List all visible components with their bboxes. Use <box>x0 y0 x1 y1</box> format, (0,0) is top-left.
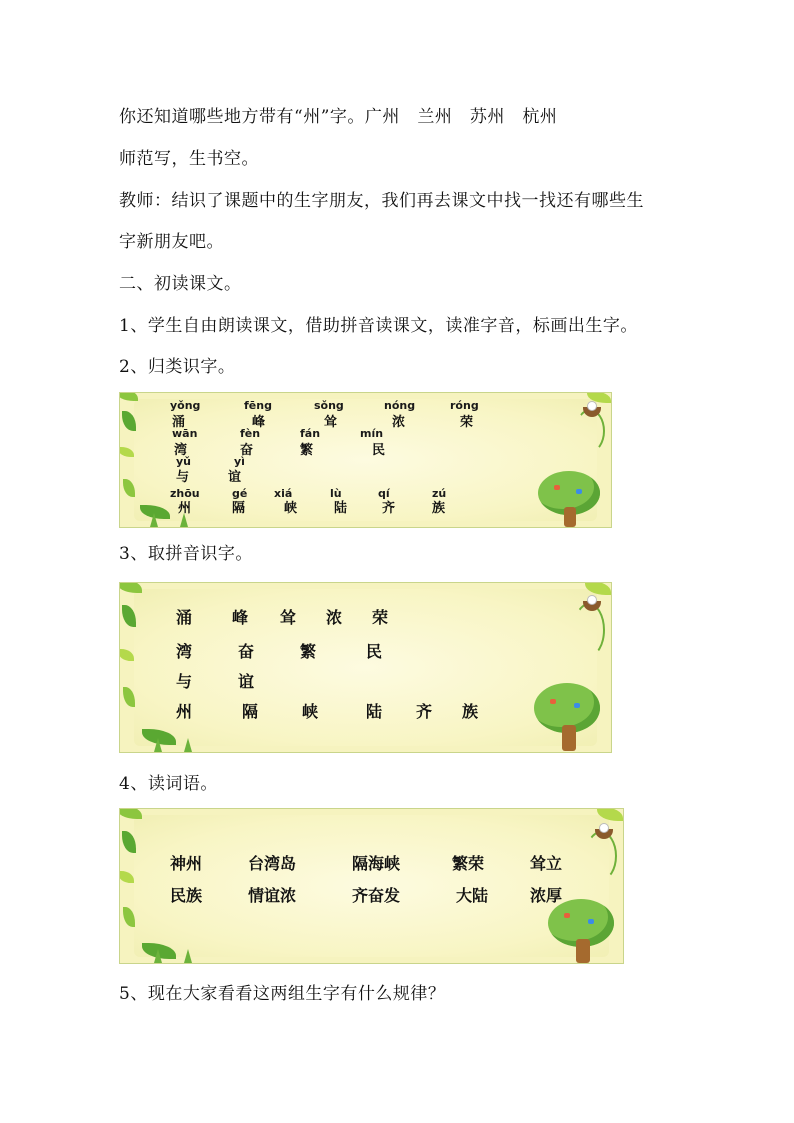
grass-icon <box>154 949 162 963</box>
text-line-teacher-writes: 师范写，生书空。 <box>119 149 259 169</box>
grass-icon <box>150 513 158 527</box>
egg-icon <box>587 401 597 411</box>
pinyin-ge: gé <box>232 487 248 500</box>
char-ge: 隔 <box>232 501 246 516</box>
word-gehaixia: 隔海峡 <box>352 854 401 873</box>
slide-panel <box>134 589 597 746</box>
char-wan: 湾 <box>176 642 193 661</box>
word-taiwandao: 台湾岛 <box>248 854 297 873</box>
char-zu: 族 <box>462 702 479 721</box>
char-min: 民 <box>366 642 383 661</box>
pinyin-fen: fèn <box>240 427 261 440</box>
fruit-icon <box>588 919 594 924</box>
fruit-icon <box>576 489 582 494</box>
char-nong: 浓 <box>326 608 343 627</box>
char-ge: 隔 <box>242 702 259 721</box>
word-songli: 耸立 <box>530 854 563 873</box>
pinyin-yong: yǒng <box>170 399 201 412</box>
char-rong: 荣 <box>460 415 474 430</box>
tree-trunk-icon <box>562 725 576 751</box>
char-nong: 浓 <box>392 415 406 430</box>
text-line-teacher-intro: 教师：结识了课题中的生字朋友，我们再去课文中找一找还有哪些生 <box>119 191 644 211</box>
grass-icon <box>184 738 192 752</box>
pinyin-yu: yǔ <box>176 455 192 468</box>
grass-icon <box>154 738 162 752</box>
char-fan: 繁 <box>300 642 317 661</box>
text-line-where-zhou: 你还知道哪些地方带有“州”字。广州 兰州 苏州 杭州 <box>119 107 558 127</box>
char-fan: 繁 <box>300 443 314 458</box>
slide-words <box>119 808 624 964</box>
pinyin-min: mín <box>360 427 384 440</box>
char-zu: 族 <box>432 501 446 516</box>
pinyin-zhou: zhōu <box>170 487 200 500</box>
leaf-icon <box>119 808 142 819</box>
slide-pinyin-characters <box>119 392 612 528</box>
slide-characters-only <box>119 582 612 753</box>
word-fanrong: 繁荣 <box>452 854 485 873</box>
char-fen: 奋 <box>238 642 255 661</box>
char-qi: 齐 <box>382 501 396 516</box>
pinyin-rong: róng <box>450 399 479 412</box>
char-lu: 陆 <box>334 501 348 516</box>
step-5-find-pattern: 5、现在大家看看这两组生字有什么规律？ <box>119 984 446 1004</box>
fruit-icon <box>550 699 556 704</box>
grass-icon <box>184 949 192 963</box>
step-3-remove-pinyin: 3、取拼音识字。 <box>119 544 253 564</box>
leaf-icon <box>119 447 134 457</box>
fruit-icon <box>564 913 570 918</box>
tree-trunk-icon <box>576 939 590 963</box>
char-zhou: 州 <box>176 702 193 721</box>
pinyin-qi: qí <box>378 487 390 500</box>
leaf-icon <box>119 649 134 661</box>
char-wan: 湾 <box>174 443 188 458</box>
char-yong: 涌 <box>172 415 186 430</box>
leaf-icon <box>119 392 138 401</box>
char-yu: 与 <box>176 672 193 691</box>
step-2-classify-characters: 2、归类识字。 <box>119 357 236 377</box>
vine-icon <box>573 603 605 657</box>
char-yi: 谊 <box>228 470 242 485</box>
char-xia: 峡 <box>302 702 319 721</box>
slide-panel <box>134 399 597 521</box>
char-qi: 齐 <box>416 702 433 721</box>
pinyin-lu: lù <box>330 487 342 500</box>
pinyin-fan: fán <box>300 427 321 440</box>
char-xia: 峡 <box>284 501 298 516</box>
char-yu: 与 <box>176 470 190 485</box>
egg-icon <box>599 823 609 833</box>
word-dalu: 大陆 <box>456 886 489 905</box>
char-song: 耸 <box>280 608 297 627</box>
step-4-read-words: 4、读词语。 <box>119 774 218 794</box>
word-minzu: 民族 <box>170 886 203 905</box>
pinyin-yi: yì <box>234 455 245 468</box>
step-1-free-reading: 1、学生自由朗读课文，借助拼音读课文，读准字音，标画出生字。 <box>119 316 638 336</box>
char-lu: 陆 <box>366 702 383 721</box>
text-line-teacher-intro-cont: 字新朋友吧。 <box>119 232 224 252</box>
pinyin-zu: zú <box>432 487 447 500</box>
fruit-icon <box>554 485 560 490</box>
char-rong: 荣 <box>372 608 389 627</box>
word-nonghou: 浓厚 <box>530 886 563 905</box>
char-min: 民 <box>372 443 386 458</box>
word-shenzhou: 神州 <box>170 854 203 873</box>
pinyin-xia: xiá <box>274 487 293 500</box>
char-zhou: 州 <box>178 501 192 516</box>
char-feng: 峰 <box>232 608 249 627</box>
word-qifenfa: 齐奋发 <box>352 886 401 905</box>
pinyin-feng: fēng <box>244 399 272 412</box>
char-feng: 峰 <box>252 415 266 430</box>
char-yi: 谊 <box>238 672 255 691</box>
egg-icon <box>587 595 597 605</box>
pinyin-wan: wān <box>172 427 198 440</box>
section-heading-first-reading: 二、初读课文。 <box>119 274 242 294</box>
pinyin-song: sǒng <box>314 399 344 412</box>
char-song: 耸 <box>324 415 338 430</box>
char-yong: 涌 <box>176 608 193 627</box>
leaf-icon <box>119 871 134 883</box>
char-fen: 奋 <box>240 443 254 458</box>
fruit-icon <box>574 703 580 708</box>
tree-trunk-icon <box>564 507 576 527</box>
word-qingyinong: 情谊浓 <box>248 886 297 905</box>
leaf-icon <box>119 582 142 593</box>
pinyin-nong: nóng <box>384 399 416 412</box>
